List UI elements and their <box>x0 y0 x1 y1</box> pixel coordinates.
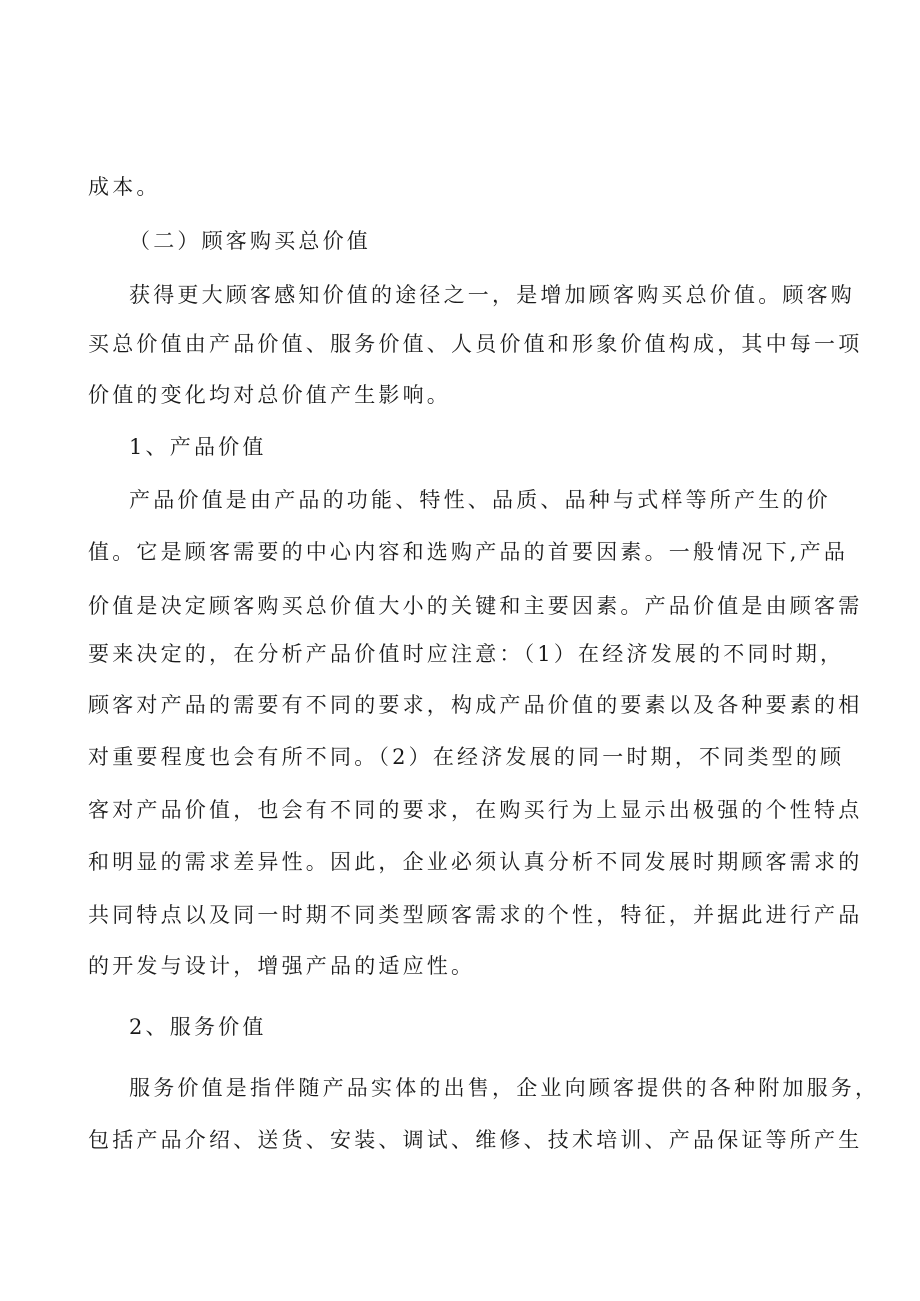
text-line: 客对产品价值，也会有不同的要求，在购买行为上显示出极强的个性特点 <box>88 798 863 822</box>
text-line: 包括产品介绍、送货、安装、调试、维修、技术培训、产品保证等所产生 <box>88 1128 863 1152</box>
section-heading: （二）顾客购买总价值 <box>129 229 371 253</box>
text-line: 对重要程度也会有所不同。（2）在经济发展的同一时期，不同类型的顾 <box>88 745 845 769</box>
subsection-heading: 1、产品价值 <box>129 435 267 459</box>
text-line: 的开发与设计，增强产品的适应性。 <box>88 954 476 978</box>
text-line: 买总价值由产品价值、服务价值、人员价值和形象价值构成，其中每一项 <box>88 332 863 356</box>
text-line: 要来决定的，在分析产品价值时应注意：（1）在经济发展的不同时期， <box>88 642 845 666</box>
text-line: 获得更大顾客感知价值的途径之一，是增加顾客购买总价值。顾客购 <box>129 283 855 307</box>
text-line: 服务价值是指伴随产品实体的出售，企业向顾客提供的各种附加服务， <box>129 1076 880 1100</box>
subsection-heading: 2、服务价值 <box>129 1015 267 1039</box>
text-line: 值。它是顾客需要的中心内容和选购产品的首要因素。一般情况下,产品 <box>88 540 849 564</box>
text-line: 价值是决定顾客购买总价值大小的关键和主要因素。产品价值是由顾客需 <box>88 594 863 618</box>
text-line: 成本。 <box>88 175 161 199</box>
text-line: 产品价值是由产品的功能、特性、品质、品种与式样等所产生的价 <box>129 488 831 512</box>
text-line: 顾客对产品的需要有不同的要求，构成产品价值的要素以及各种要素的相 <box>88 693 863 717</box>
text-line: 和明显的需求差异性。因此，企业必须认真分析不同发展时期顾客需求的 <box>88 850 863 874</box>
text-line: 价值的变化均对总价值产生影响。 <box>88 383 451 407</box>
text-line: 共同特点以及同一时期不同类型顾客需求的个性，特征，并据此进行产品 <box>88 903 863 927</box>
